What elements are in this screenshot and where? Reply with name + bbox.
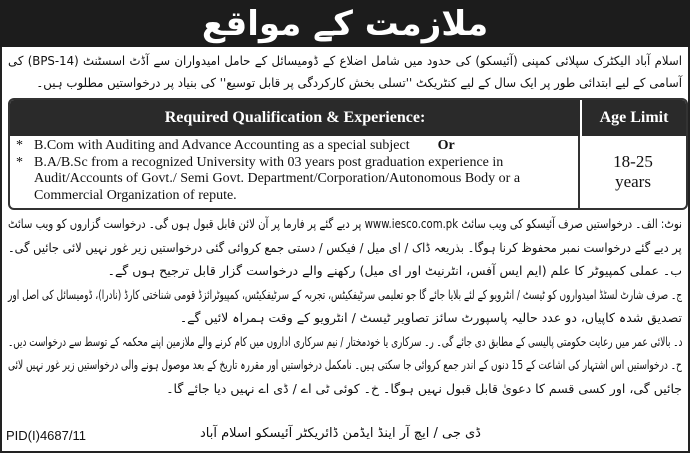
qualification-text xyxy=(34,138,455,155)
age-limit-cell xyxy=(580,136,686,208)
age-unit: years xyxy=(615,172,651,191)
qualification-item xyxy=(16,138,574,155)
qualification-1: B.Com with Auditing and Advance Accounting as a special subject xyxy=(34,138,410,153)
note-line: نوٹ: الف۔ درخواستیں صرف آئیسکو کی ویب سائٹ www.iesco.com.pk پر دیے گئے پر فارما پر آن لائن قابل قبول ہوں گی۔ درخواست گزاروں کو ویب سائٹ xyxy=(8,216,682,231)
notes-section xyxy=(8,212,682,400)
bullet: * xyxy=(16,154,23,170)
ad-header xyxy=(0,0,690,47)
note-line: پر دیے گئے درخواست نمبر محفوظ کرنا ہوگا۔ بذریعہ ڈاک / ای میل / فیکس / دستی جمع کروائی گئی درخواستیں زیر غور نہیں لائی جائیں گی۔ xyxy=(8,239,682,255)
header-qualification: Required Qualification & Experience: xyxy=(10,100,582,136)
note-line: تصدیق شدہ کاپیاں، دو عدد حالیہ پاسپورٹ سائز تصاویر ٹیسٹ / انٹرویو کے وقت ہمراہ لائیں گے۔ xyxy=(179,310,682,325)
age-range: 18-25 xyxy=(613,152,653,171)
qualification-2: B.A/B.Sc from a recognized University with 03 years post graduation experience in Audit/Accounts of Govt./ Semi Govt. Department/Corporation/Autonomous Body or a Commercial Organization of repute. xyxy=(34,154,521,203)
note-line: ج۔ صرف شارٹ لسٹڈ امیدواروں کو ٹیسٹ / انٹرویو کے لئے بلایا جائے گا جو تعلیمی سرٹیفکیٹس، تجربہ کے سرٹیفکیٹس، کمپیوٹرائزڈ قومی شناختی کارڈ (نادرا)، ڈومیسائل کی اصل اور xyxy=(7,286,682,302)
intro-paragraph: اسلام آباد الیکٹرک سپلائی کمپنی (آئیسکو) کی حدود میں شامل اضلاع کے ڈومیسائل کے حامل امیدواران سے آڈٹ اسسٹنٹ (BPS-14) کی آسامی کے لیے ابتدائی طور پر ایک سال کے لیے کنٹریکٹ ''تسلی بخش کارکردگی پر قابل توسیع'' کی بنیاد پر درخواستیں مطلوب ہیں۔ xyxy=(8,53,682,90)
pid-number: PID(I)4687/11 xyxy=(6,428,86,443)
note-line: ب۔ عملی کمپیوٹر کا علم (ایم ایس آفس، انٹرنیٹ اور ای میل) رکھنے والے درخواست گزار قابل ترجیح ہوں گے۔ xyxy=(107,263,682,278)
ad-title: ملازمت کے مواقع xyxy=(201,3,489,44)
table-header-row xyxy=(10,100,686,136)
or-label: Or xyxy=(437,138,455,153)
table-row xyxy=(10,136,686,208)
issuer-signature: ڈی جی / ایچ آر اینڈ ایڈمن ڈائریکٹر آئیسکو اسلام آباد xyxy=(200,426,481,441)
note-line: د۔ بالائی عمر میں رعایت حکومتی پالیسی کے مطابق دی جائے گی۔ ر۔ سرکاری یا خودمختار / نیم سرکاری اداروں میں کام کرنے والے ملازمین اپنے محکمہ کے توسط سے درخواست دیں۔ xyxy=(7,333,682,349)
note-line: جائیں گی، اور کسی قسم کا دعویٰ قابل قبول نہیں ہوگا۔ خ۔ کوئی ٹی اے / ڈی اے نہیں دیا جائے گا۔ xyxy=(166,380,682,396)
bullet: * xyxy=(16,138,23,153)
qualification-item xyxy=(16,155,574,205)
header-age-limit: Age Limit xyxy=(599,109,669,126)
qualification-table xyxy=(8,98,688,210)
note-line: ح۔ درخواستیں اس اشتہار کی اشاعت کے 15 دنوں کے اندر جمع کروائی جا سکتی ہیں۔ نامکمل درخواستیں اور مقررہ تاریخ کے بعد موصول ہونے والی درخواستیں زیر غور نہیں لائی xyxy=(8,357,682,372)
qualification-cell xyxy=(10,136,580,208)
